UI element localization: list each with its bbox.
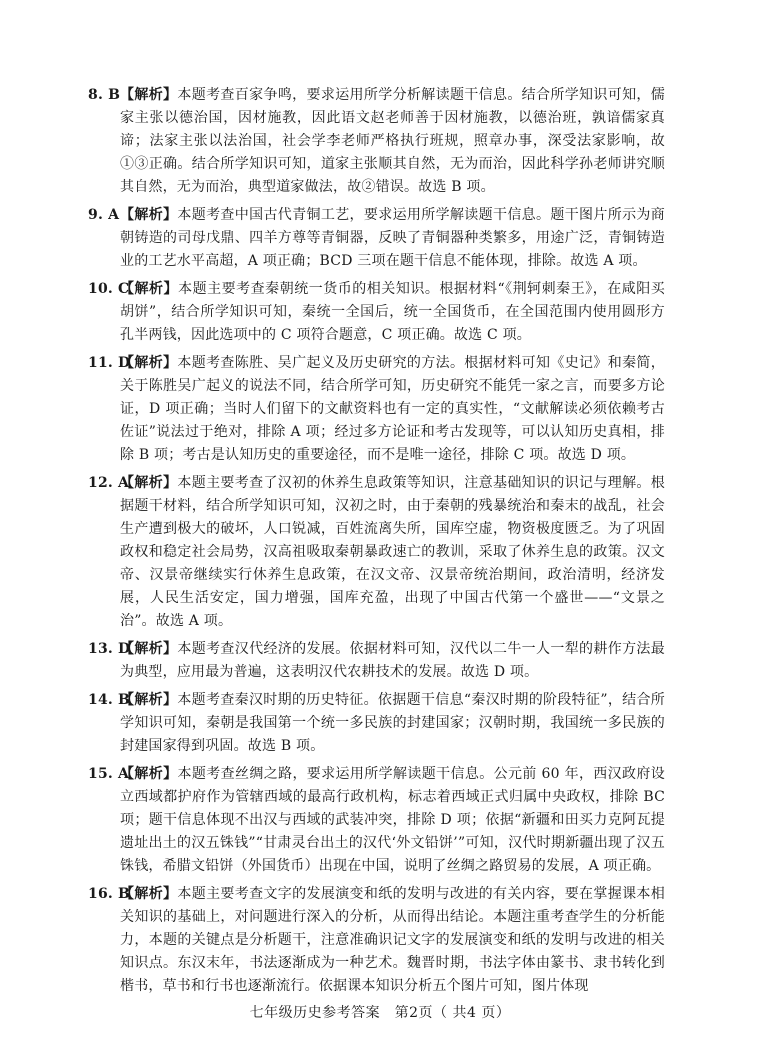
analysis-text: 本题考查陈胜、吴广起义及历史研究的方法。根据材料可知《史记》和秦简，关于陈胜吴广起义的说法不同，结合所学可知，历史研究不能凭一家之言，而要多方论证，D 项正确；当时人们留下的文献资料也有一定的真实性，“文献解读必须依赖考古佐证”说法过于绝对，排除 A 项；经过多方论证和考古发现等，可以认知历史真相，排除 B 项；考古是认知历史的重要途径，而不是唯一途径，排除 C 项。故选 D 项。 (120, 355, 665, 463)
analysis-tag: 【解析】 (120, 886, 178, 902)
answer-item-16 (88, 883, 665, 998)
analysis-tag: 【解析】 (120, 87, 178, 103)
analysis-tag: 【解析】 (120, 281, 179, 297)
analysis-text: 本题主要考查文字的发展演变和纸的发明与改进的有关内容，要在掌握课本相关知识的基础上，对问题进行深入的分析，从而得出结论。本题注重考查学生的分析能力，本题的关键点是分析题干，注意准确识记文字的发展演变和纸的发明与改进的相关知识点。东汉末年，书法逐渐成为一种艺术。魏晋时期，书法字体由篆书、隶书转化到楷书，草书和行书也逐渐流行。依据课本知识分析五个图片可知，图片体现 (120, 886, 665, 994)
answer-number: 9. A (88, 207, 120, 223)
answer-item-11 (88, 352, 665, 467)
answer-item-15 (88, 763, 665, 878)
analysis-text: 本题考查秦汉时期的历史特征。依据题干信息“秦汉时期的阶段特征”，结合所学知识可知，秦朝是我国第一个统一多民族的封建国家；汉朝时期，我国统一多民族的封建国家得到巩固。故选 B 项。 (120, 692, 666, 754)
analysis-tag: 【解析】 (120, 355, 178, 371)
analysis-text: 本题考查丝绸之路，要求运用所学解读题干信息。公元前 60 年，西汉政府设立西域都护府作为管辖西域的最高行政机构，标志着西域正式归属中央政权，排除 BC 项；题干信息体现不出汉与西域的武装冲突，排除 D 项；依据“新疆和田买力克阿瓦提遗址出土的汉五铢钱”“甘肃灵台出土的汉代‘外文铅饼’”可知，汉代时期新疆出现了汉五铢钱，希腊文铅饼（外国货币）出现在中国，说明了丝绸之路贸易的发展，A 项正确。 (120, 766, 665, 874)
analysis-tag: 【解析】 (120, 475, 178, 491)
answer-item-12 (88, 472, 665, 633)
analysis-text: 本题考查百家争鸣，要求运用所学分析解读题干信息。结合所学知识可知，儒家主张以德治国，因材施教，因此语文赵老师善于因材施教，以德治班，孰谙儒家真谛；法家主张以法治国，社会学李老师严格执行班规，照章办事，深受法家影响，故①③正确。结合所学知识可知，道家主张顺其自然，无为而治，因此科学孙老师讲究顺其自然，无为而治，典型道家做法，故②错误。故选 B 项。 (120, 87, 665, 195)
page-footer: 七年级历史参考答案 第2页（ 共4 页） (249, 1005, 511, 1021)
answer-item-13 (88, 638, 665, 684)
answer-number: 11. D (88, 355, 131, 371)
answer-number: 15. A (88, 766, 130, 782)
analysis-text: 本题主要考查秦朝统一货币的相关知识。根据材料“《荆轲刺秦王》，在咸阳买胡饼”，结合所学知识可知，秦统一全国后，统一全国货币，在全国范围内使用圆形方孔半两钱，因此选项中的 C 项符合题意，C 项正确。故选 C 项。 (120, 281, 665, 343)
answer-number: 14. B (88, 692, 131, 708)
analysis-text: 本题考查中国古代青铜工艺，要求运用所学解读题干信息。题干图片所示为商朝铸造的司母戊鼎、四羊方尊等青铜器，反映了青铜器种类繁多，用途广泛，青铜铸造业的工艺水平高超，A 项正确；BCD 三项在题干信息不能体现，排除。故选 A 项。 (120, 207, 665, 269)
answer-number: 8. B (88, 87, 121, 103)
analysis-text: 本题考查汉代经济的发展。依据材料可知，汉代以二牛一人一犁的耕作方法最为典型，应用最为普遍，这表明汉代农耕技术的发展。故选 D 项。 (120, 641, 665, 680)
analysis-tag: 【解析】 (120, 641, 178, 657)
answer-item-14 (88, 689, 665, 758)
answer-item-9 (88, 204, 665, 273)
answer-number: 13. D (88, 641, 131, 657)
analysis-text: 本题主要考查了汉初的休养生息政策等知识，注意基础知识的识记与理解。根据题干材料，结合所学知识可知，汉初之时，由于秦朝的残暴统治和秦末的战乱，社会生产遭到极大的破坏，人口锐减，百姓流离失所，国库空虚，物资极度匮乏。为了巩固政权和稳定社会局势，汉高祖吸取秦朝暴政速亡的教训，采取了休养生息的政策。汉文帝、汉景帝继续实行休养生息政策，在汉文帝、汉景帝统治期间，政治清明，经济发展，人民生活安定，国力增强，国库充盈，出现了中国古代第一个盛世——“文景之治”。故选 A 项。 (120, 475, 665, 629)
analysis-tag: 【解析】 (120, 692, 178, 708)
answer-number: 10. C (88, 281, 130, 297)
answer-number: 12. A (88, 475, 130, 491)
analysis-tag: 【解析】 (120, 207, 178, 223)
answer-item-10 (88, 278, 665, 347)
analysis-tag: 【解析】 (120, 766, 178, 782)
answer-number: 16. B (88, 886, 131, 902)
answer-item-8 (88, 84, 665, 199)
